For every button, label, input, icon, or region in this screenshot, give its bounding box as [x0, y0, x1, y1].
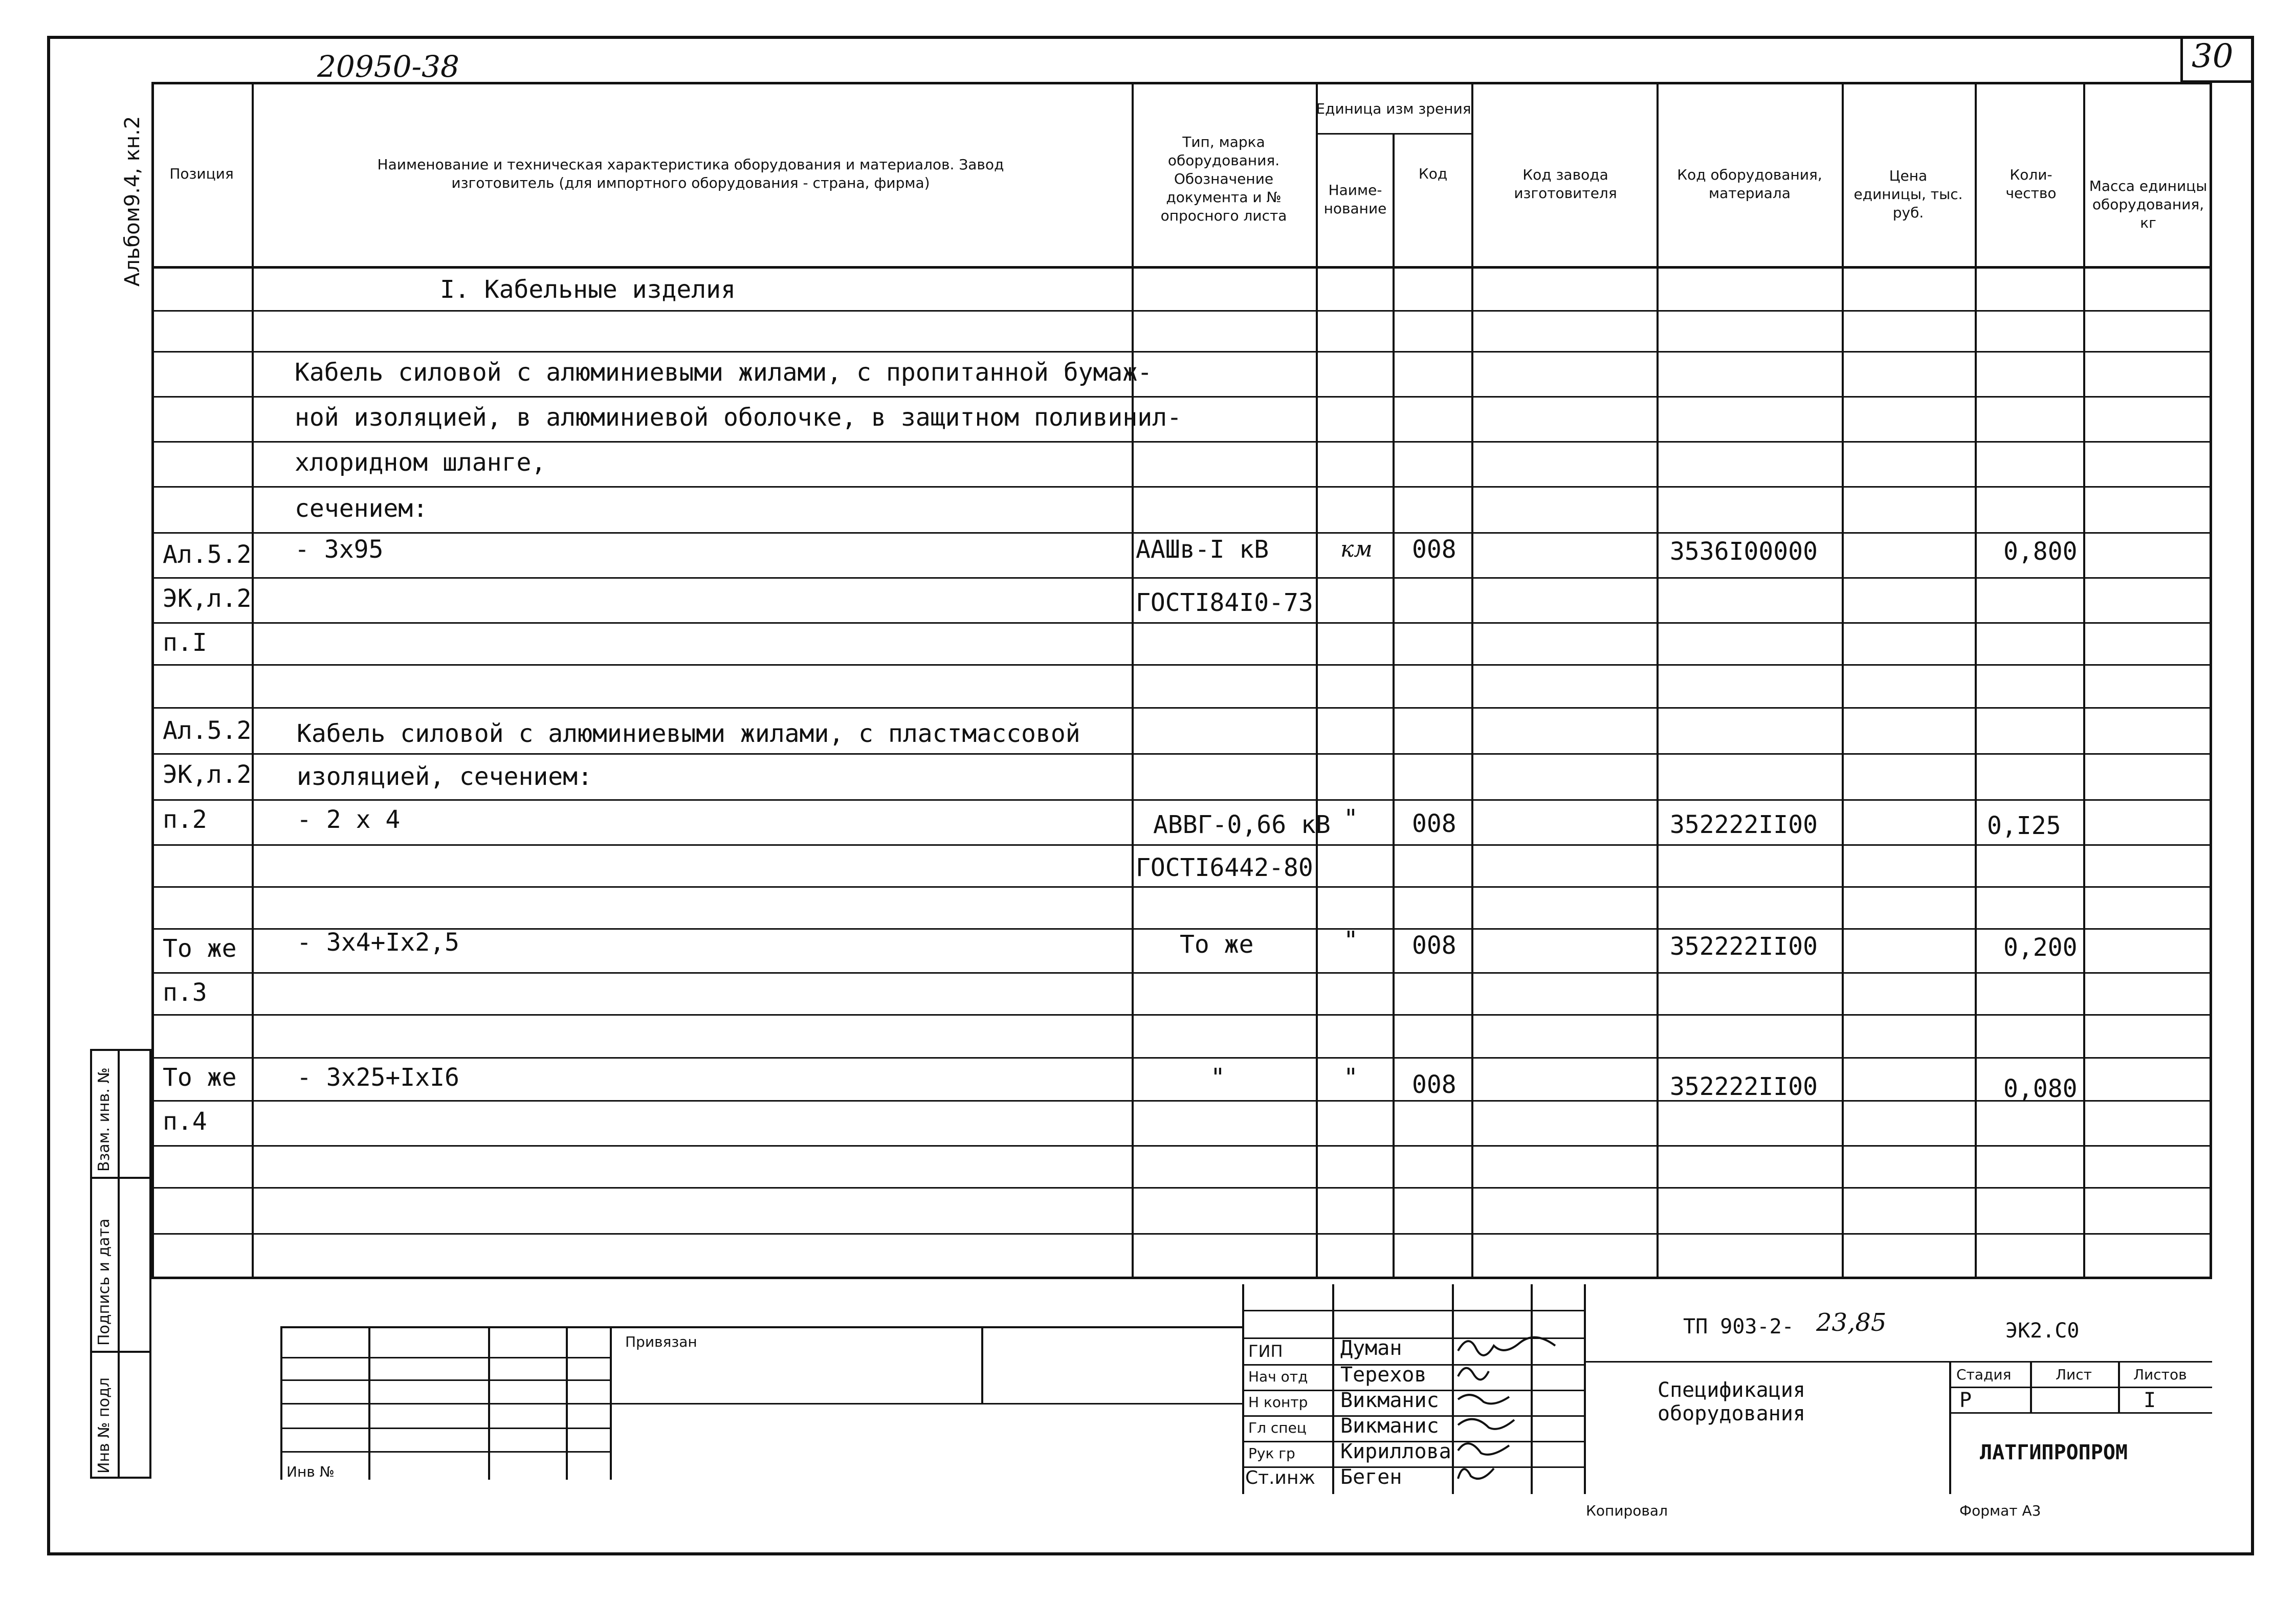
- signer-name: Викманис: [1340, 1389, 1439, 1412]
- role-ruk-gr: Рук гр: [1248, 1445, 1295, 1462]
- side-stamp-vzam-inv: Взам. инв. №: [95, 1067, 113, 1172]
- signer-name: Беген: [1340, 1465, 1402, 1489]
- signer-name: Терехов: [1340, 1363, 1427, 1387]
- row-equipment-code: 352222II00: [1670, 810, 1818, 839]
- col-header-equipment-code: Код оборудования, материала: [1677, 166, 1822, 202]
- row-code: 008: [1412, 809, 1456, 838]
- row-position: п.2: [163, 805, 207, 834]
- stage-value: Р: [1959, 1389, 1972, 1412]
- project-code: ТП 903-2-: [1683, 1315, 1794, 1338]
- album-label: Альбом9.4, кн.2: [121, 116, 144, 287]
- signer-name: Думан: [1340, 1336, 1402, 1360]
- role-st-inzh: Ст.инж: [1245, 1467, 1315, 1488]
- row-unit: ": [1343, 1063, 1358, 1092]
- copied-label: Копировал: [1586, 1502, 1668, 1519]
- signer-name: Кириллова: [1340, 1440, 1451, 1463]
- row-code: 008: [1412, 931, 1456, 960]
- role-n-kontr: Н контр: [1248, 1394, 1308, 1411]
- role-nach-otd: Нач отд: [1248, 1368, 1308, 1385]
- inv-no-label: Инв №: [286, 1463, 335, 1480]
- sheets-label: Листов: [2133, 1366, 2187, 1383]
- project-code-hand: 23,85: [1816, 1308, 1887, 1337]
- row-position: п.4: [163, 1107, 207, 1136]
- row-name: - 3х4+Iх2,5: [297, 928, 459, 957]
- row-equipment-code: 352222II00: [1670, 1072, 1818, 1101]
- row-position: ЭК,л.2: [163, 584, 252, 613]
- privyazan-label: Привязан: [625, 1333, 697, 1350]
- row-name: - 2 х 4: [297, 805, 401, 834]
- col-header-unit-code: Код: [1418, 165, 1448, 182]
- format-label: Формат А3: [1959, 1502, 2041, 1519]
- row-name: I. Кабельные изделия: [440, 275, 736, 304]
- stage-label: Стадия: [1956, 1366, 2012, 1383]
- signer-name: Викманис: [1340, 1414, 1439, 1438]
- row-unit: ": [1343, 926, 1358, 955]
- organization: ЛАТГИПРОПРОМ: [1980, 1441, 2128, 1464]
- row-type: АВВГ-0,66 кВ: [1153, 810, 1331, 839]
- col-header-position: Позиция: [169, 165, 234, 182]
- row-code: 008: [1412, 1070, 1456, 1099]
- col-header-unit-group: Единица изм зрения: [1316, 100, 1471, 117]
- row-name: сечением:: [295, 494, 428, 523]
- row-type: То же: [1180, 930, 1254, 959]
- row-name: - 3х25+IхI6: [297, 1063, 459, 1092]
- row-quantity: 0,200: [2003, 933, 2078, 962]
- row-equipment-code: 352222II00: [1670, 932, 1818, 961]
- col-header-price: Цена единицы, тыс. руб.: [1853, 167, 1963, 221]
- signature-scribbles: [1453, 1330, 1576, 1494]
- row-quantity: 0,080: [2003, 1074, 2078, 1103]
- row-position: п.I: [163, 628, 207, 657]
- doc-number: 20950-38: [317, 49, 459, 84]
- col-header-type: Тип, марка оборудования. Обозначение документа и № опросного листа: [1160, 134, 1287, 224]
- doc-title-line1: Спецификация: [1658, 1378, 1805, 1402]
- row-name: хлоридном шланге,: [295, 448, 546, 477]
- row-unit: км: [1340, 536, 1373, 562]
- row-position: Ал.5.2: [163, 716, 252, 745]
- row-code: 008: [1412, 535, 1456, 564]
- row-name: - 3х95: [295, 535, 384, 564]
- row-name: Кабель силовой с алюминиевыми жилами, с пластмассовой: [297, 719, 1080, 748]
- sheets-value: I: [2144, 1389, 2156, 1412]
- row-type: ААШв-I кВ: [1136, 535, 1269, 564]
- doc-title-line2: оборудования: [1658, 1402, 1805, 1425]
- col-header-mass: Масса единицы оборудования, кг: [2089, 178, 2207, 231]
- side-stamp-inv-podl: Инв № подл: [95, 1377, 113, 1474]
- col-header-name: Наименование и техническая характеристика оборудования и материалов. Завод изготовитель (для импортного оборудования - страна, фирма): [377, 156, 1004, 191]
- row-equipment-code: 3536I00000: [1670, 537, 1818, 566]
- row-position: п.3: [163, 978, 207, 1007]
- row-unit: ": [1343, 804, 1358, 833]
- col-header-quantity: Коли-чество: [2005, 166, 2057, 202]
- row-position: То же: [163, 1063, 237, 1092]
- col-header-factory-code: Код завода изготовителя: [1514, 166, 1617, 202]
- row-type: ГОСТI6442-80: [1136, 853, 1313, 882]
- role-gl-spec: Гл спец: [1248, 1419, 1307, 1436]
- row-name: Кабель силовой с алюминиевыми жилами, с пропитанной бумаж-: [295, 358, 1153, 387]
- row-type: ": [1210, 1063, 1225, 1092]
- row-type: ГОСТI84I0-73: [1136, 588, 1313, 617]
- side-stamp-podpis: Подпись и дата: [95, 1218, 113, 1346]
- row-name: изоляцией, сечением:: [297, 762, 592, 791]
- row-name: ной изоляцией, в алюминиевой оболочке, в защитном поливинил-: [295, 403, 1182, 432]
- col-header-unit-name: Наиме-нование: [1323, 182, 1387, 217]
- sheet-label: Лист: [2056, 1366, 2092, 1383]
- row-quantity: 0,I25: [1987, 811, 2061, 840]
- row-position: То же: [163, 934, 237, 963]
- row-position: ЭК,л.2: [163, 760, 252, 789]
- doc-code: ЭК2.С0: [2005, 1319, 2080, 1343]
- sheet-number: 30: [2192, 37, 2234, 75]
- row-position: Ал.5.2: [163, 540, 252, 569]
- row-quantity: 0,800: [2003, 537, 2078, 566]
- role-gip: ГИП: [1248, 1342, 1283, 1361]
